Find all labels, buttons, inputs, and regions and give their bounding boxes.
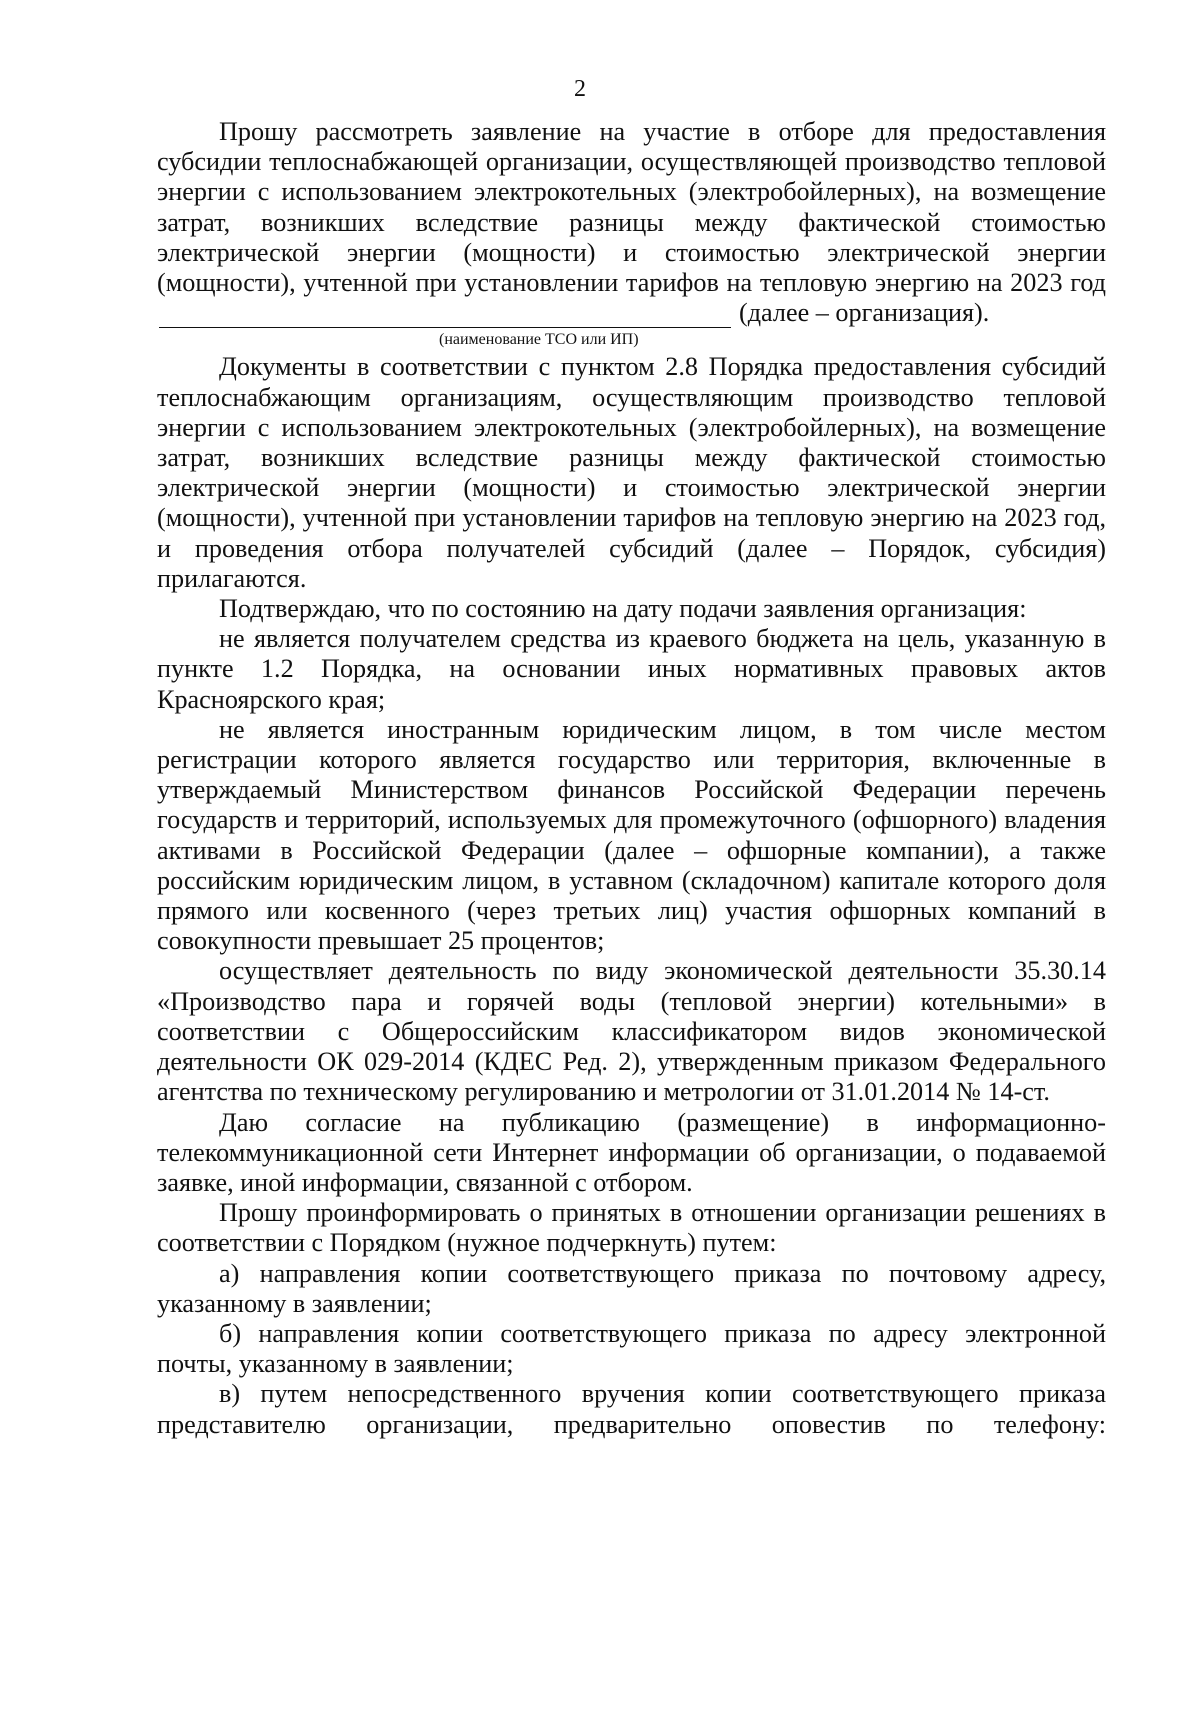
field-caption: (наименование ТСО или ИП) [439,331,639,349]
page-number: 2 [574,76,586,102]
confirm-intro-paragraph: Подтверждаю, что по состоянию на дату подачи заявления организация: [219,594,1027,624]
option-b: б) направления копии соответствующего приказа по адресу электронной почты, указанному в заявлении; [157,1318,1106,1379]
inform-intro-paragraph: Прошу проинформировать о принятых в отношении организации решениях в соответствии с Порядком (нужное подчеркнуть) путем: [157,1198,1106,1258]
confirm-item-1: не является получателем средства из краевого бюджета на цель, указанную в пункте 1.2 Порядка, на основании иных нормативных правовых актов Красноярского края; [157,624,1106,714]
request-paragraph [157,117,1106,328]
request-text: Прошу рассмотреть заявление на участие в отборе для предоставления субсидии теплоснабжающей организации, осуществляющей производство тепловой энергии с использованием электрокотельных (электробойлерных), на возмещение затрат, возникших вследствие разницы между фактической стоимостью электрической энергии (мощности) и стоимостью электрической энергии (мощности), учтенной при установлении тарифов на тепловую энергию на 2023 год [157,117,1106,298]
option-a: а) направления копии соответствующего приказа по почтовому адресу, указанному в заявлении; [157,1258,1106,1318]
documents-paragraph: Документы в соответствии с пунктом 2.8 Порядка предоставления субсидий теплоснабжающим организациям, осуществляющим производство тепловой энергии с использованием электрокотельных (электробойлерных), на возмещение затрат, возникших вследствие разницы между фактической стоимостью электрической энергии (мощности) и стоимостью электрической энергии (мощности), учтенной при установлении тарифов на тепловую энергию на 2023 год, и проведения отбора получателей субсидий (далее – Порядок, субсидия) прилагаются. [157,352,1106,593]
consent-paragraph: Даю согласие на публикацию (размещение) в информационно-телекоммуникационной сети Интернет информации об организации, о подаваемой заявке, иной информации, связанной с отбором. [157,1107,1106,1197]
document-body [157,117,1106,1440]
confirm-item-2: не является иностранным юридическим лицом, в том числе местом регистрации которого является государство или территория, включенные в утверждаемый Министерством финансов Российской Федерации перечень государств и территорий, используемых для промежуточного (офшорного) владения активами в Российской Федерации (далее – офшорные компании), а также российским юридическим лицом, в уставном (складочном) капитале которого доля прямого или косвенного (через третьих лиц) участия офшорных компаний в совокупности превышает 25 процентов; [157,714,1106,956]
confirm-item-3: осуществляет деятельность по виду экономической деятельности 35.30.14 «Производство пара и горячей воды (тепловой энергии) котельными» в соответствии с Общероссийским классификатором видов экономической деятельности ОК 029-2014 (КДЕС Ред. 2), утвержденным приказом Федерального агентства по техническому регулированию и метрологии от 31.01.2014 № 14-ст. [157,956,1106,1107]
request-tail-text: (далее – организация). [739,298,990,328]
organization-name-field[interactable] [159,299,731,328]
option-c: в) путем непосредственного вручения копии соответствующего приказа представителю организации, предварительно оповестив по телефону: [157,1379,1106,1439]
